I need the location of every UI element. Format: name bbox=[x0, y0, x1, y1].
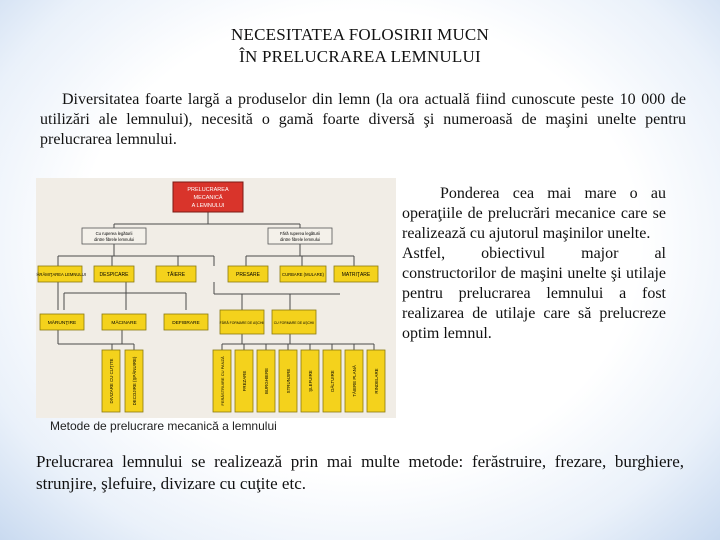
node-frezare: FREZARE bbox=[242, 370, 247, 392]
diagram-left-branch-line-2: dintre fibrele lemnului bbox=[94, 237, 134, 242]
node-burghiere: BURGHIERE bbox=[264, 367, 269, 395]
diagram-caption: Metode de prelucrare mecanică a lemnului bbox=[50, 419, 277, 433]
page-title bbox=[0, 24, 720, 68]
node-faramitare: FĂRÂMIŢAREA LEMNULUI bbox=[36, 272, 86, 277]
node-daltuire: DĂLTUIRE bbox=[330, 370, 335, 392]
node-maruntire: MĂRUNŢIRE bbox=[47, 321, 77, 326]
node-ferastruire: FERĂSTRUIRE CU PANZĂ bbox=[220, 356, 225, 406]
node-strunjire: STRUNJIRE bbox=[286, 368, 291, 394]
intro-paragraph: Diversitatea foarte largă a produselor din lemn (la ora actuală fiind cunoscute peste 10 000 de utilizări ale lemnului), necesită o gamă foarte diversă şi numeroasă de maşini unelte pentru prelucrarea lemnului. bbox=[40, 91, 686, 148]
diagram-root-line-2: MECANICĂ bbox=[193, 195, 223, 201]
node-macinare: MĂCINARE bbox=[111, 321, 137, 326]
diagram-root-line-1: PRELUCRAREA bbox=[187, 187, 229, 193]
node-fara-aschii: FĂRĂ FORMARE DE AŞCHII bbox=[219, 321, 265, 325]
right-paragraph-1: Ponderea cea mai mare o au operaţiile de prelucrări mecanice care se realizează cu ajutorul maşinilor unelte. bbox=[402, 185, 666, 242]
node-matritare: MATRIŢARE bbox=[341, 272, 371, 278]
diagram-row-3 bbox=[102, 350, 385, 412]
node-defibrare: DEFIBRARE bbox=[172, 321, 200, 326]
node-taiere-plana: TĂIERE PLANĂ bbox=[352, 365, 357, 397]
node-taiere: TĂIERE bbox=[166, 272, 186, 278]
right-text-block bbox=[402, 184, 666, 344]
title-line-1: NECESITATEA FOLOSIRII MUCN bbox=[231, 25, 489, 44]
node-presare: PRESARE bbox=[236, 272, 260, 278]
node-slefuire: ŞLEFUIRE bbox=[308, 370, 313, 392]
diagram-root-line-3: A LEMNULUI bbox=[191, 203, 225, 209]
diagram-right-branch-line-2: dintre fibrele lemnului bbox=[280, 237, 320, 242]
node-rindelare: RINDELARE bbox=[374, 368, 379, 394]
methods-diagram-svg bbox=[36, 178, 396, 418]
diagram-row-1 bbox=[36, 266, 378, 282]
methods-diagram bbox=[36, 178, 396, 418]
node-cu-aschii: CU FORMARE DE AŞCHII bbox=[273, 321, 315, 325]
node-curbare: CURBARE (MULARE) bbox=[282, 272, 324, 277]
node-despicare: DESPICARE bbox=[99, 272, 129, 278]
title-line-2: ÎN PRELUCRAREA LEMNULUI bbox=[239, 47, 481, 66]
right-paragraph-2: Astfel, obiectivul major al constructorilor de maşini unelte şi utilaje pentru prelucrarea lemnului a fost realizarea de utilaje care să prelucreze optim lemnul. bbox=[402, 245, 666, 342]
node-decojire: DECOJIRE (ŞPĂNUIRE) bbox=[132, 356, 137, 406]
diagram-left-branch-line-1: Cu ruperea legăturii bbox=[95, 231, 133, 236]
diagram-right-branch-line-1: Fără ruperea legăturii bbox=[279, 231, 321, 236]
closing-paragraph: Prelucrarea lemnului se realizează prin mai multe metode: ferăstruire, frezare, burghiere, strunjire, şlefuire, divizare cu cuţite etc. bbox=[36, 452, 684, 493]
node-divizare: DIVIZARE CU CUŢITE bbox=[109, 358, 114, 404]
diagram-row-2 bbox=[40, 310, 316, 334]
